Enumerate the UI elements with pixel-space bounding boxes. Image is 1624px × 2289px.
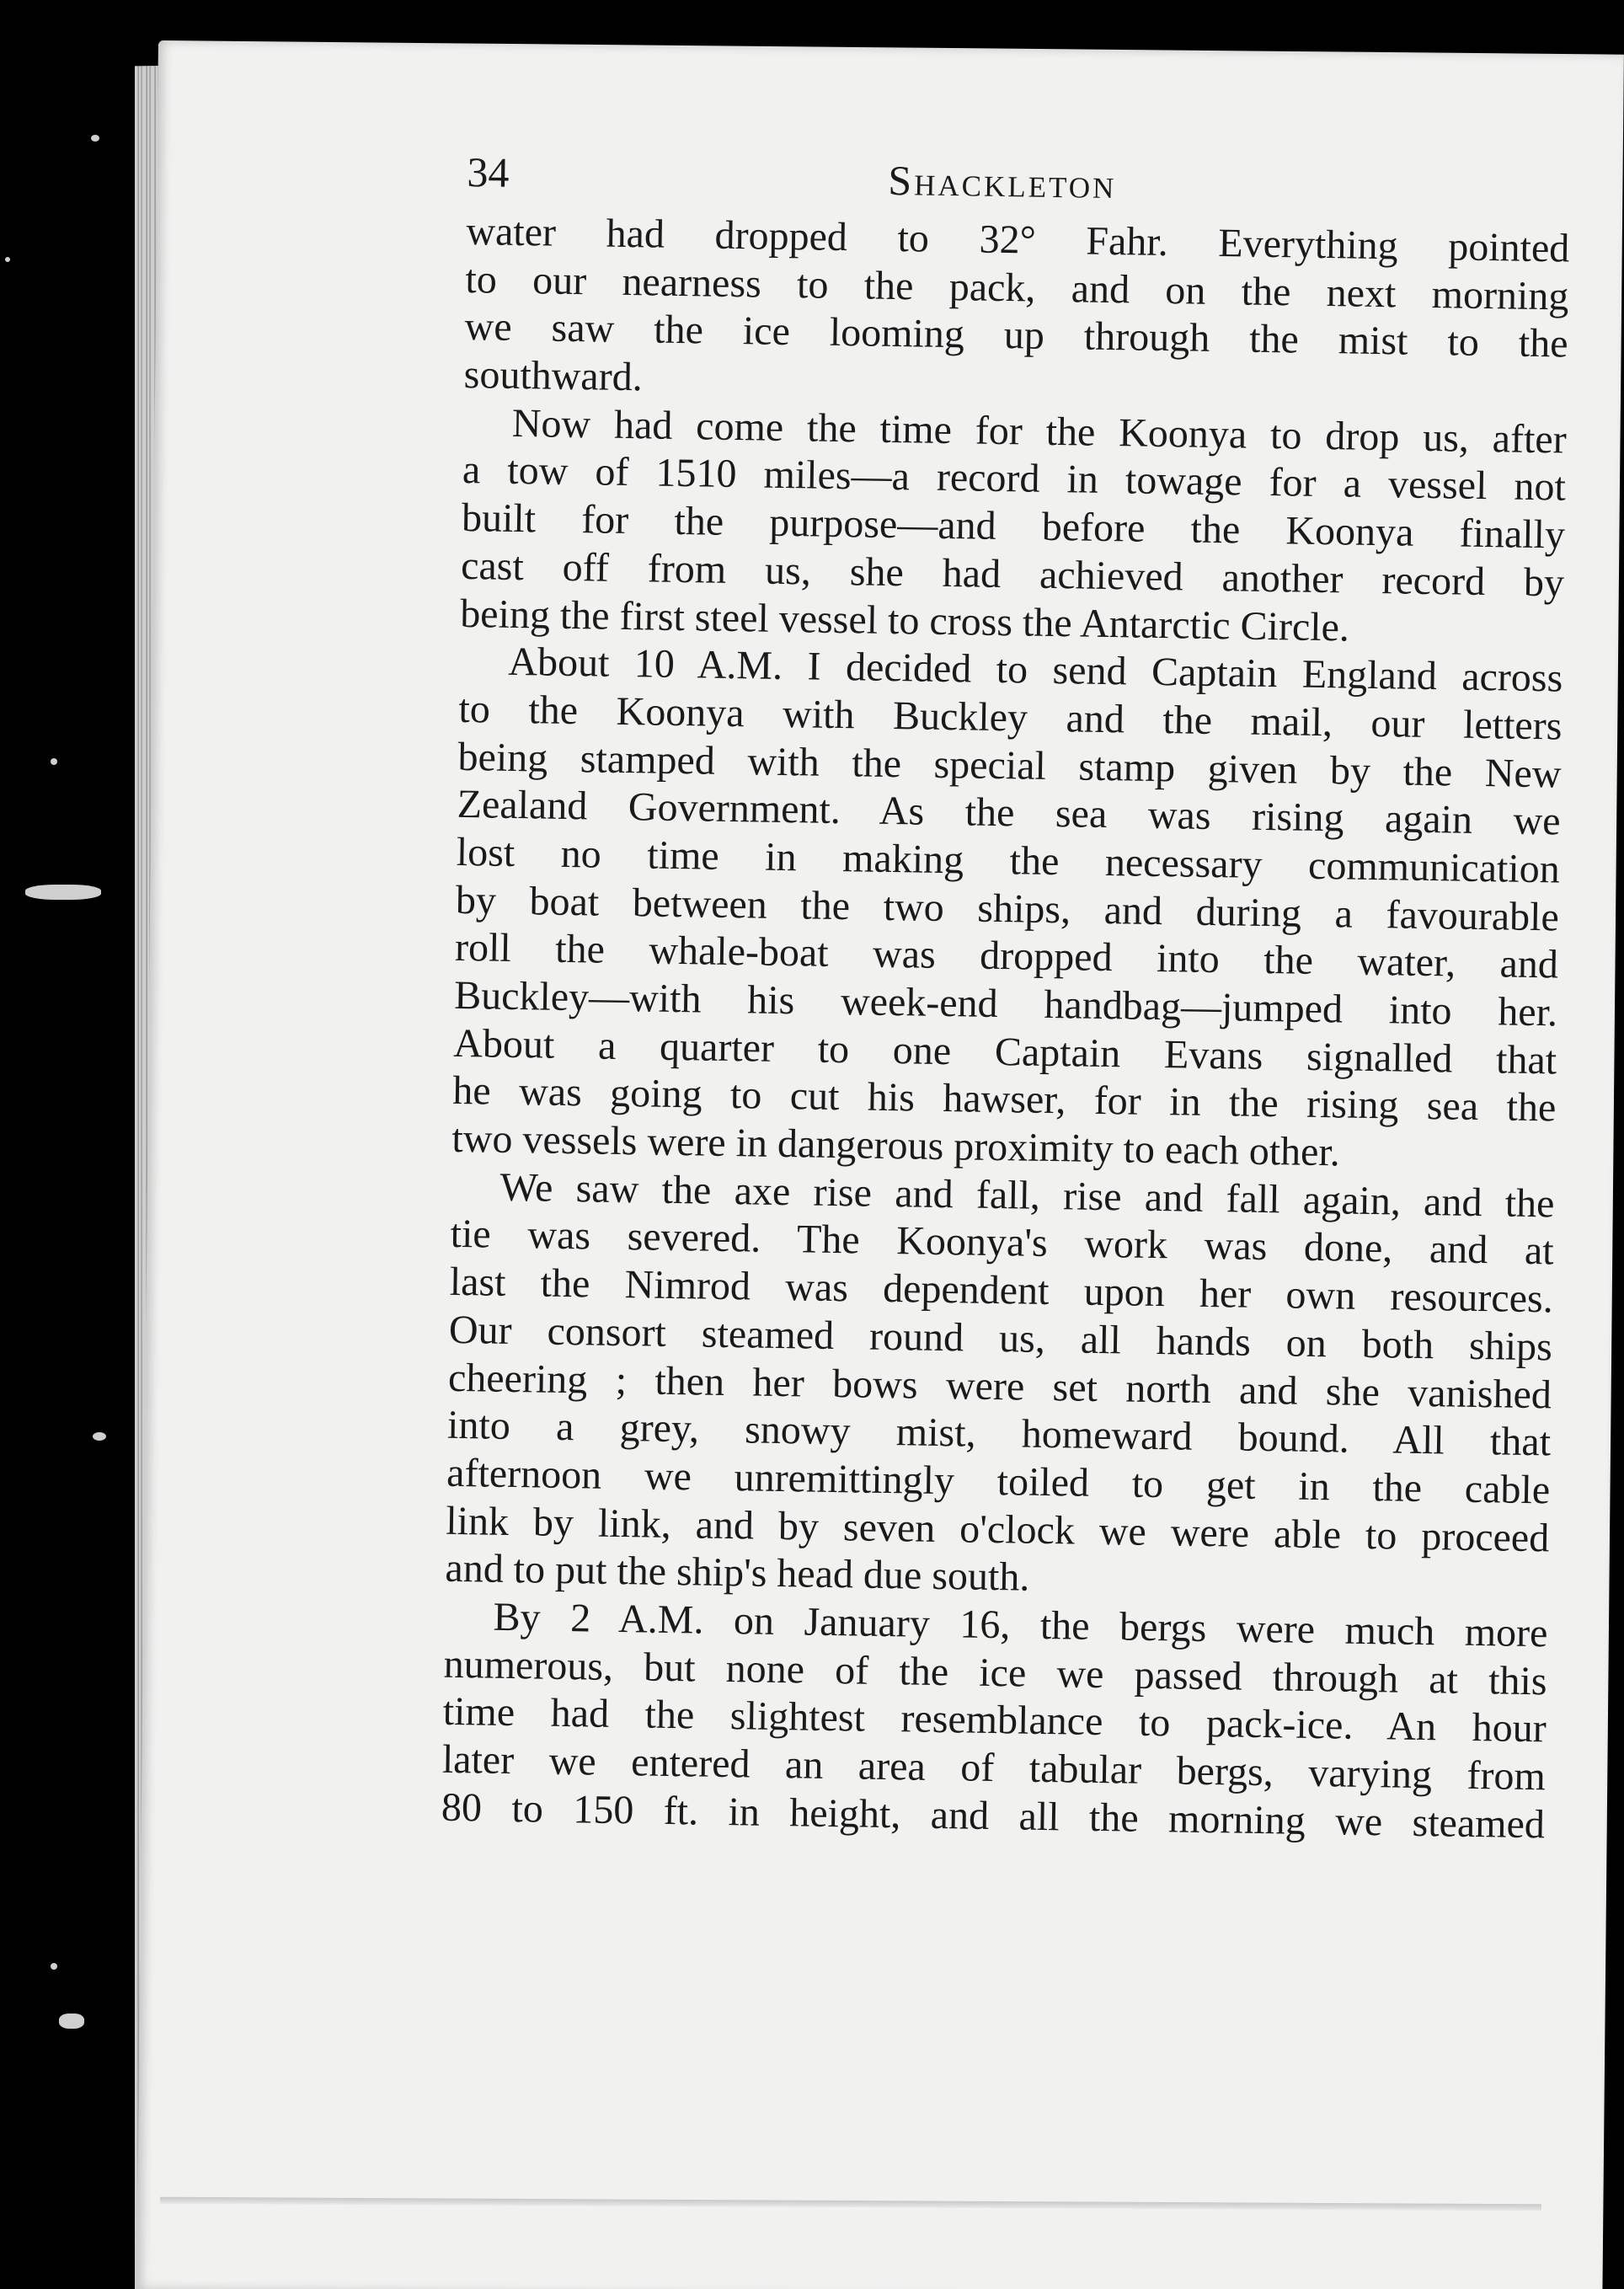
- text-line: southward.: [463, 352, 644, 400]
- paragraph: [463, 208, 1569, 416]
- text-line: About 10 A.M. I decided to send Captain England across: [508, 639, 1563, 701]
- page-text: [441, 147, 1571, 1849]
- text-line: About a quarter to one Captain Evans signalled that: [452, 1020, 1557, 1083]
- scan-speck: [91, 135, 99, 142]
- scan-speck: [93, 1432, 106, 1441]
- text-line: Buckley—with his week-end handbag—jumped into her.: [453, 972, 1558, 1035]
- text-line: we saw the ice looming up through the mist to the: [464, 304, 1568, 366]
- scan-speck: [5, 257, 10, 262]
- scan-speck: [51, 758, 57, 765]
- text-line: Our consort steamed round us, all hands on both ships: [448, 1307, 1553, 1370]
- text-line: two vessels were in dangerous proximity to each other.: [451, 1115, 1341, 1175]
- text-line: afternoon we unremittingly toiled to get in the cable: [446, 1450, 1551, 1513]
- text-line: last the Nimrod was dependent upon her own resources.: [449, 1259, 1554, 1322]
- text-line: being stamped with the special stamp given by the New: [457, 734, 1562, 797]
- text-line: being the first steel vessel to cross the Antarctic Circle.: [459, 591, 1350, 650]
- text-line: to our nearness to the pack, and on the next morning: [465, 256, 1569, 319]
- text-line: and to put the ship's head due south.: [445, 1546, 1030, 1600]
- text-line: Now had come the time for the Koonya to drop us, after: [511, 400, 1568, 463]
- running-head: Shackleton: [888, 156, 1117, 208]
- paragraph: [451, 638, 1563, 1180]
- text-line: cheering ; then her bows were set north and she vanished: [447, 1355, 1552, 1417]
- page-number: 34: [467, 147, 510, 196]
- text-line: cast off from us, she had achieved another record by: [460, 543, 1565, 606]
- text-line: built for the purpose—and before the Koonya finally: [461, 495, 1566, 558]
- text-line: time had the slightest resemblance to pack-ice. An hour: [442, 1689, 1547, 1752]
- text-line: to the Koonya with Buckley and the mail, our letters: [458, 686, 1563, 749]
- text-line: lost no time in making the necessary communication: [456, 829, 1561, 892]
- text-line: 80 to 150 ft. in height, and all the morning we steamed: [441, 1784, 1546, 1848]
- text-line: Zealand Government. As the sea was rising again we: [457, 782, 1562, 844]
- text-line: he was going to cut his hawser, for in the rising sea the: [451, 1068, 1557, 1131]
- text-line: roll the whale-boat was dropped into the water, and: [454, 925, 1559, 987]
- text-line: tie was severed. The Koonya's work was done, and at: [450, 1211, 1554, 1274]
- text-line: by boat between the two ships, and during a favourable: [455, 877, 1560, 940]
- text-line: later we entered an area of tabular bergs, varying from: [441, 1736, 1547, 1800]
- scan-speck: [25, 885, 101, 900]
- text-line: into a grey, snowy mist, homeward bound. All that: [446, 1403, 1552, 1465]
- text-line: numerous, but none of the ice we passed through at this: [443, 1641, 1547, 1703]
- scan-speck: [59, 2014, 84, 2029]
- text-line: We saw the axe rise and fall, rise and fall again, and the: [499, 1164, 1555, 1227]
- text-line: water had dropped to 32° Fahr. Everything pointed: [466, 208, 1570, 271]
- scan-speck: [51, 1963, 57, 1970]
- paragraph: [441, 1593, 1548, 1849]
- paragraph: [445, 1163, 1555, 1611]
- text-line: a tow of 1510 miles—a record in towage for a vessel not: [462, 447, 1567, 510]
- text-line: link by link, and by seven o'clock we were able to proceed: [445, 1498, 1550, 1560]
- paragraph: [460, 399, 1567, 655]
- text-line: By 2 A.M. on January 16, the bergs were much more: [493, 1594, 1548, 1656]
